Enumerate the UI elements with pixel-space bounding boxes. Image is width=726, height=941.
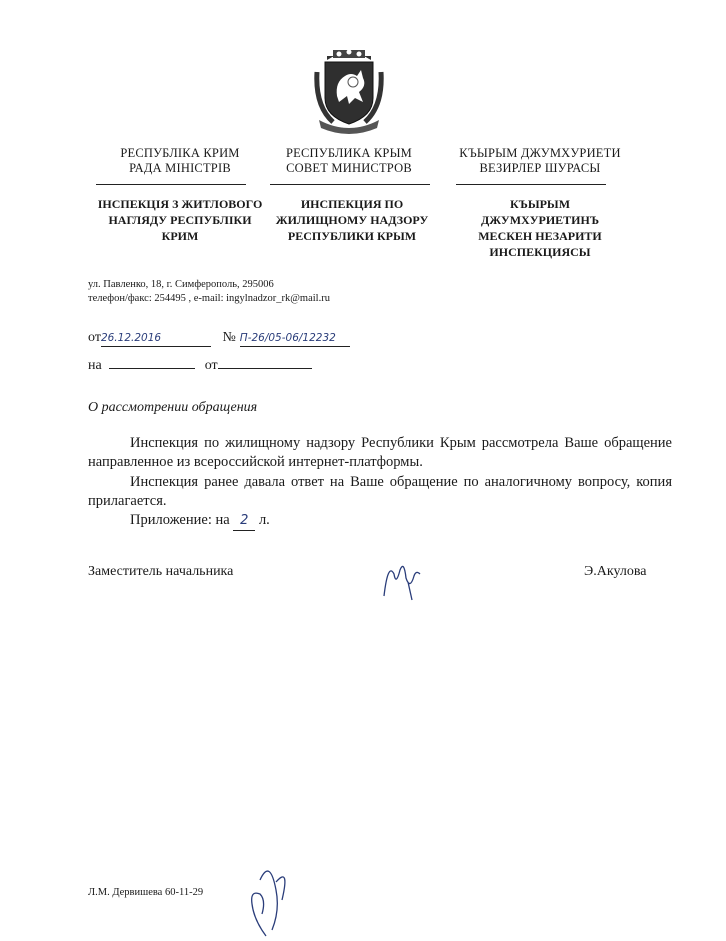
header-ru-line2: СОВЕТ МИНИСТРОВ [286,161,412,175]
attachment-count: 2 [240,513,249,528]
reference-date: 26.12.2016 [100,332,162,344]
reference-line: от26.12.2016 № П-26/05-06/12232 [88,330,350,347]
reference-number: П-26/05-06/12232 [239,332,336,344]
body-paragraph-2: Инспекция ранее давала ответ на Ваше обращение по аналогичному вопросу, копия прилагается. [88,474,672,509]
header-ua-line1: РЕСПУБЛІКА КРИМ [120,146,240,160]
subject-line: О рассмотрении обращения [88,400,258,415]
signature-position: Заместитель начальника [88,564,234,579]
body-paragraph-1: Инспекция по жилищному надзору Республики Крым рассмотрела Ваше обращение направленное из всероссийской интернет-платформы. [88,435,672,470]
address-line1: ул. Павленко, 18, г. Симферополь, 295006 [88,279,274,290]
executor-line: Л.М. Дервишева 60-11-29 [88,887,204,898]
header-ru-line1: РЕСПУБЛИКА КРЫМ [286,146,412,160]
reference-number-field [240,330,350,347]
signature-name: Э.Акулова [584,564,647,579]
header-ua-rule [96,184,246,185]
header-ru-rule [270,184,430,185]
attachment-line: Приложение: на 2 л. [130,511,270,531]
header-crh-line1: КЪЫРЫМ ДЖУМХУРИЕТИ [459,146,621,160]
address-line2: телефон/факс: 254495 , e-mail: ingylnadzor_rk@mail.ru [88,293,330,304]
executor-signature-icon [236,860,298,940]
crimea-coat-of-arms-emblem [313,46,385,138]
reference-date-field [101,330,211,347]
header-crh-rule [456,184,606,185]
header-ru-org: ИНСПЕКЦИЯ ПО ЖИЛИЩНОМУ НАДЗОРУ РЕСПУБЛИКИ КРЫМ [275,197,429,243]
header-crh-line2: ВЕЗИРЛЕР ШУРАСЫ [479,161,601,175]
signature-handwritten-icon [378,556,428,602]
header-ua-org: ІНСПЕКЦІЯ З ЖИТЛОВОГО НАГЛЯДУ РЕСПУБЛІКИ КРИМ [97,197,263,243]
reference-on-line: на от [88,356,312,374]
header-crh-org: КЪЫРЫМ ДЖУМХУРИЕТИНЪ МЕСКЕН НЕЗАРИТИ ИНСПЕКЦИЯСЫ [478,197,602,259]
header-ua-line2: РАДА МІНІСТРІВ [129,161,231,175]
